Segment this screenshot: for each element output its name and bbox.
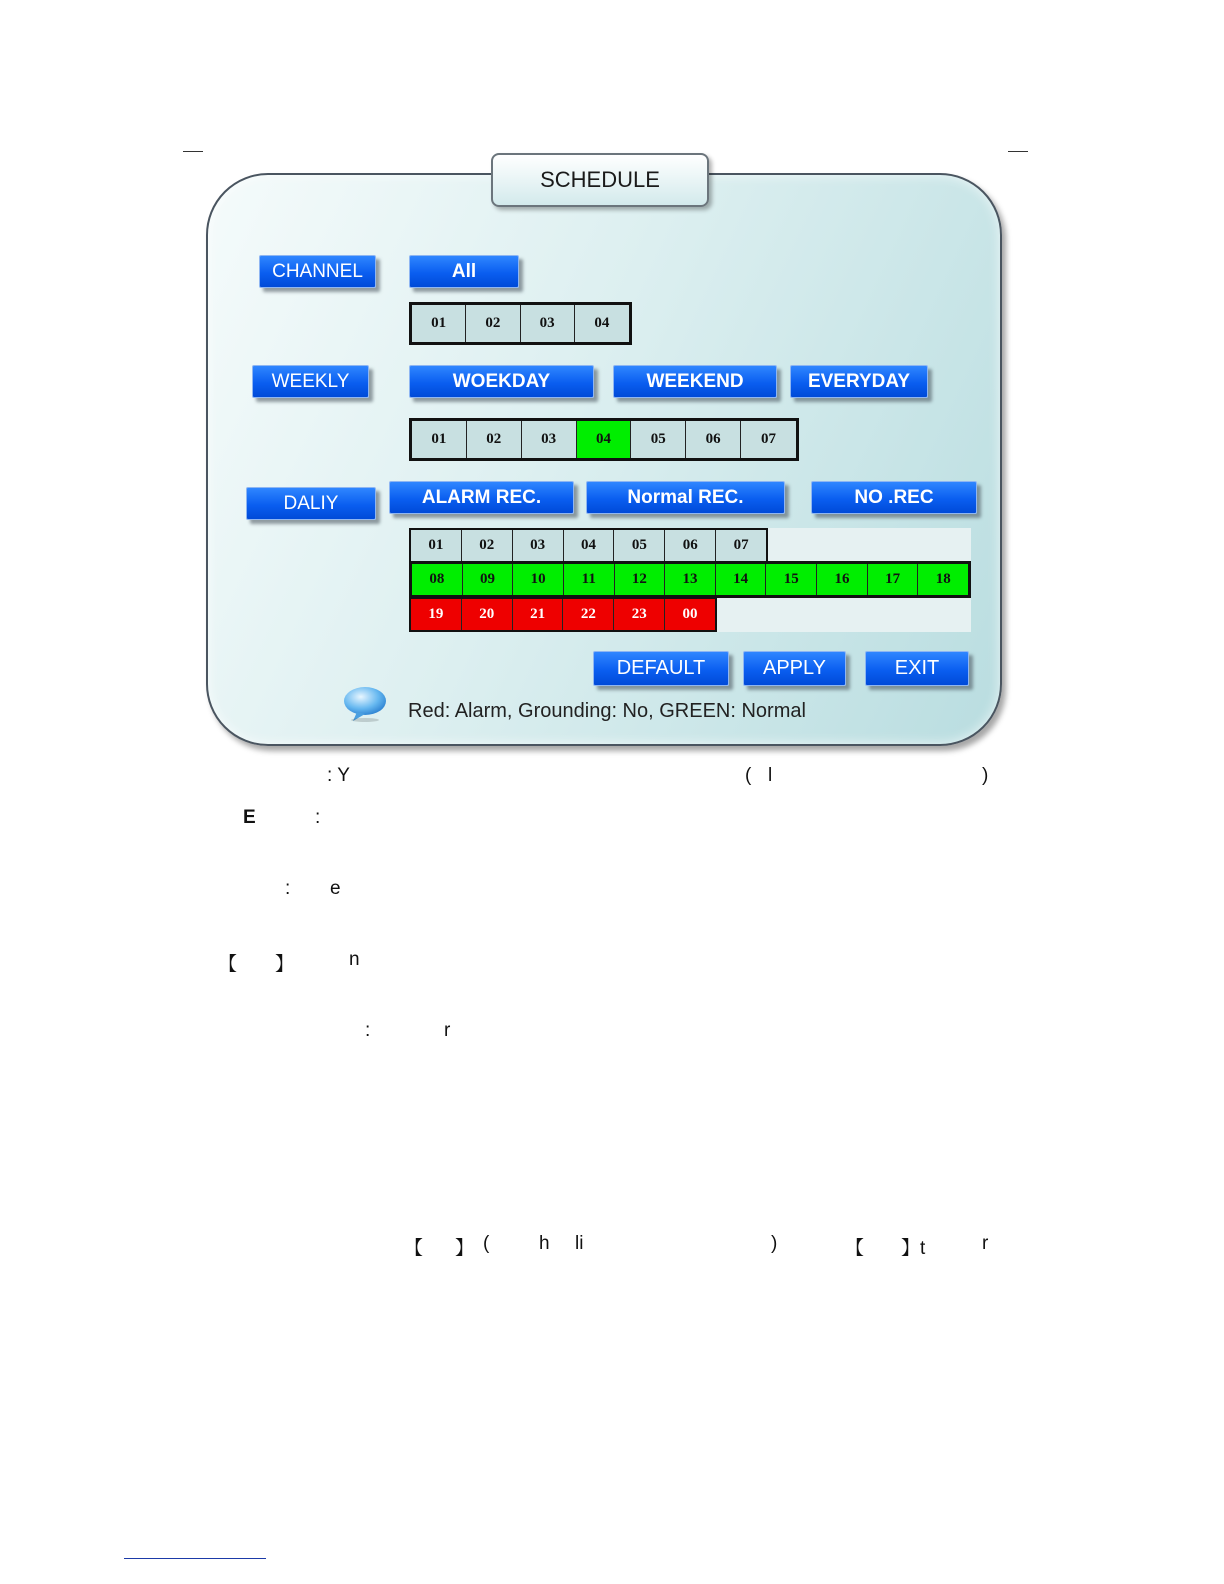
hour-row-1 [409, 528, 768, 563]
channel-label-button[interactable] [259, 255, 376, 288]
text-fragment: l [768, 765, 773, 786]
no-rec-label: NO .REC [854, 486, 934, 508]
text-fragment: 】t [901, 1238, 926, 1259]
channel-cell-01[interactable]: 01 [412, 305, 466, 342]
day-cell-06[interactable]: 06 [686, 421, 741, 458]
day-cell-02[interactable]: 02 [467, 421, 522, 458]
apply-label: APPLY [763, 657, 826, 679]
hour-cell-07[interactable]: 07 [716, 530, 766, 561]
hour-cell-08[interactable]: 08 [412, 564, 463, 595]
text-fragment: h [539, 1233, 550, 1254]
text-fragment: e [330, 878, 341, 899]
day-cell-04-selected[interactable]: 04 [577, 421, 632, 458]
hour-grid [409, 528, 971, 632]
channel-all-button[interactable] [409, 255, 519, 288]
hour-cell-20[interactable]: 20 [462, 599, 513, 630]
header-rule-left [183, 151, 203, 152]
text-fragment: 】 [455, 1238, 475, 1259]
default-button[interactable] [593, 651, 729, 686]
text-fragment: 】 [275, 954, 295, 975]
text-fragment: ) [982, 765, 989, 786]
daily-label-button[interactable] [246, 487, 376, 520]
day-cell-01[interactable]: 01 [412, 421, 467, 458]
text-fragment: ( [745, 765, 752, 786]
channel-cell-03[interactable]: 03 [521, 305, 575, 342]
hour-row-2 [409, 561, 971, 598]
apply-button[interactable] [743, 651, 846, 686]
text-fragment: 【 [404, 1238, 424, 1259]
text-fragment: E [243, 807, 256, 828]
text-fragment: : [315, 807, 321, 828]
hour-cell-10[interactable]: 10 [513, 564, 564, 595]
weekday-label: WOEKDAY [452, 370, 551, 392]
hour-cell-15[interactable]: 15 [766, 564, 817, 595]
weekend-button[interactable] [613, 365, 777, 398]
hour-cell-13[interactable]: 13 [665, 564, 716, 595]
schedule-title [491, 153, 709, 207]
hour-row-3 [409, 597, 717, 632]
hour-cell-05[interactable]: 05 [614, 530, 665, 561]
text-fragment: r [444, 1020, 451, 1041]
text-fragment: r [982, 1233, 989, 1254]
text-fragment: ) [771, 1233, 778, 1254]
legend-text: Red: Alarm, Grounding: No, GREEN: Normal [408, 700, 806, 722]
hour-cell-11[interactable]: 11 [564, 564, 615, 595]
speech-bubble-icon [343, 686, 387, 722]
text-fragment: : [365, 1020, 371, 1041]
day-cell-07[interactable]: 07 [741, 421, 796, 458]
exit-button[interactable] [865, 651, 969, 686]
text-fragment: 【 [845, 1238, 865, 1259]
everyday-label: EVERYDAY [807, 370, 911, 392]
footer-rule [124, 1558, 266, 1559]
hour-cell-14[interactable]: 14 [716, 564, 767, 595]
hour-cell-03[interactable]: 03 [513, 530, 564, 561]
hour-cell-22[interactable]: 22 [563, 599, 614, 630]
channel-cell-04[interactable]: 04 [575, 305, 629, 342]
weekly-label-button[interactable] [252, 365, 369, 398]
text-fragment: li [575, 1233, 584, 1254]
hour-cell-00[interactable]: 00 [665, 599, 715, 630]
hour-cell-12[interactable]: 12 [615, 564, 666, 595]
text-fragment: n [349, 949, 360, 970]
weekday-button[interactable] [409, 365, 594, 398]
channel-grid [409, 302, 632, 345]
text-fragment: 【 [218, 954, 238, 975]
weekend-label: WEEKEND [646, 370, 744, 392]
text-fragment: ( [483, 1233, 490, 1254]
everyday-button[interactable] [790, 365, 928, 398]
schedule-title-text: SCHEDULE [540, 167, 660, 192]
hour-cell-17[interactable]: 17 [868, 564, 919, 595]
no-rec-button[interactable] [811, 481, 977, 514]
alarm-rec-label: ALARM REC. [421, 486, 542, 508]
text-fragment: : [285, 878, 291, 899]
normal-rec-label: Normal REC. [627, 486, 744, 508]
hour-cell-09[interactable]: 09 [463, 564, 514, 595]
daily-label: DALIY [283, 492, 339, 514]
day-cell-05[interactable]: 05 [631, 421, 686, 458]
channel-label: CHANNEL [272, 260, 363, 282]
channel-all-label: All [451, 260, 477, 282]
hour-cell-01[interactable]: 01 [411, 530, 462, 561]
header-rule-right [1008, 151, 1028, 152]
hour-cell-04[interactable]: 04 [564, 530, 615, 561]
weekly-day-grid [409, 418, 799, 461]
text-fragment: : Y [327, 765, 350, 786]
weekly-label: WEEKLY [271, 370, 350, 392]
day-cell-03[interactable]: 03 [522, 421, 577, 458]
hour-cell-21[interactable]: 21 [513, 599, 564, 630]
exit-label: EXIT [894, 657, 940, 679]
hour-cell-16[interactable]: 16 [817, 564, 868, 595]
alarm-rec-button[interactable] [389, 481, 574, 514]
hour-cell-18[interactable]: 18 [918, 564, 968, 595]
hour-cell-23[interactable]: 23 [614, 599, 665, 630]
channel-cell-02[interactable]: 02 [466, 305, 520, 342]
normal-rec-button[interactable] [586, 481, 785, 514]
hour-cell-19[interactable]: 19 [411, 599, 462, 630]
hour-cell-06[interactable]: 06 [665, 530, 716, 561]
default-label: DEFAULT [616, 657, 706, 679]
hour-cell-02[interactable]: 02 [462, 530, 513, 561]
